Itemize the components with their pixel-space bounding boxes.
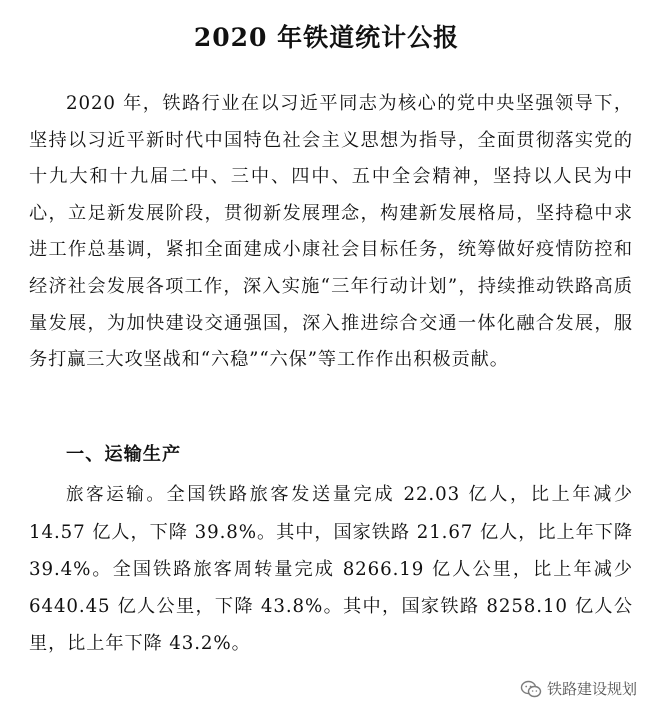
passenger-transport-paragraph: [29, 476, 633, 662]
intro-paragraph: 2020 年，铁路行业在以习近平同志为核心的党中央坚强领导下，坚持以习近平新时代中国特色社会主义思想为指导，全面贯彻落实党的十九大和十九届二中、三中、四中、五中全会精神，坚持以人民为中心，立足新发展阶段，贯彻新发展理念，构建新发展格局，坚持稳中求进工作总基调，紧扣全面建成小康社会目标任务，统筹做好疫情防控和经济社会发展各项工作，深入实施“三年行动计划”，持续推动铁路高质量发展，为加快建设交通强国，深入推进综合交通一体化融合发展，服务打赢三大攻坚战和“六稳”“六保”等工作作出积极贡献。: [29, 93, 633, 371]
watermark-text: 铁路建设规划: [546, 680, 637, 698]
passenger-transport-lead: 旅客运输。: [66, 485, 167, 505]
wechat-icon: [520, 680, 542, 698]
page-title: 2020 年铁道统计公报: [193, 23, 460, 52]
section-heading: 一、运输生产: [66, 444, 182, 465]
passenger-transport-body: 全国铁路旅客发送量完成 22.03 亿人，比上年减少 14.57 亿人，下降 39.8%。其中，国家铁路 21.67 亿人，比上年下降 39.4%。全国铁路旅客周转量完成 8266.19 亿人公里，比上年减少 6440.45 亿人公里，下降 43.8%。其中，国家铁路 8258.10 亿人公里，比上年下降 43.2%。: [29, 484, 634, 654]
watermark: [520, 678, 637, 699]
